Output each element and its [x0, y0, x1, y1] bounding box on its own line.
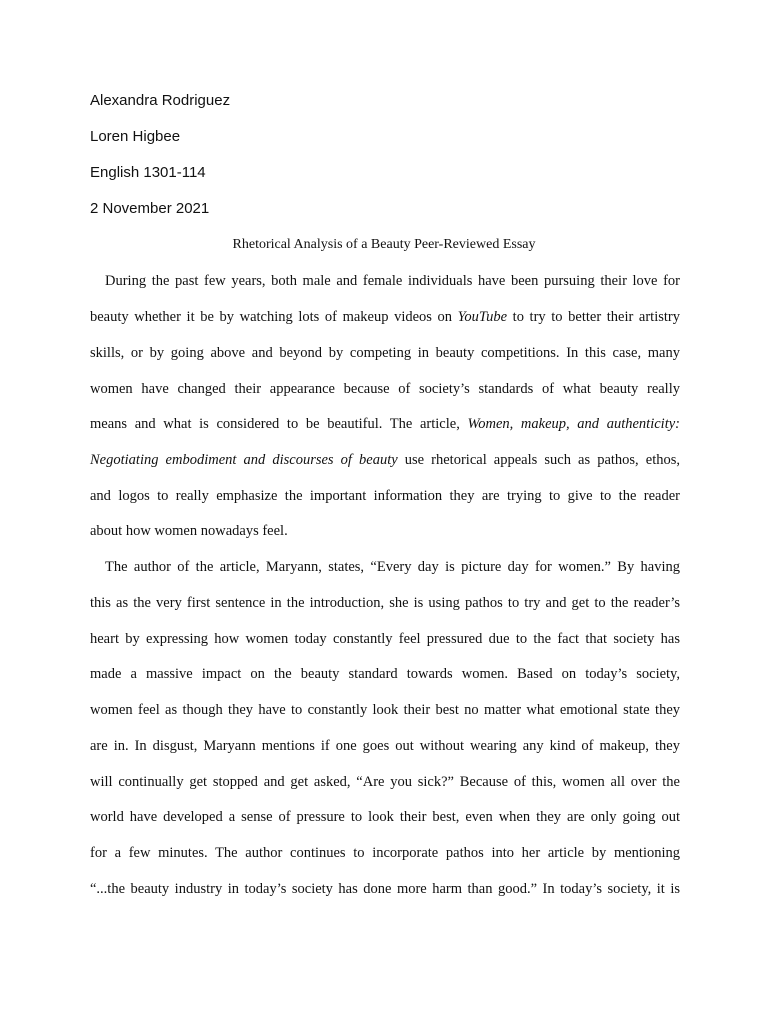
paragraph-1-line-5: [90, 415, 680, 433]
instructor-name: Loren Higbee: [90, 128, 181, 145]
paragraph-2-line-3: heart by expressing how women today constantly feel pressured due to the fact that society has: [90, 631, 680, 647]
paragraph-2-line-4: made a massive impact on the beauty standard towards women. Based on today’s society,: [90, 666, 680, 682]
paragraph-2-line-2: this as the very first sentence in the introduction, she is using pathos to try and get to the reader’s: [90, 595, 680, 611]
paragraph-1-line-4: women have changed their appearance because of society’s standards of what beauty really: [90, 381, 680, 397]
paragraph-1-line-1: During the past few years, both male and female individuals have been pursuing their love for: [105, 273, 680, 289]
youtube-title: YouTube: [457, 309, 508, 325]
paragraph-2-line-7: will continually get stopped and get asked, “Are you sick?” Because of this, women all over the: [90, 774, 680, 790]
article-title-part-2: Negotiating embodiment and discourses of beauty: [90, 452, 398, 468]
article-title-part-1: Women, makeup, and authenticity:: [467, 416, 680, 432]
paragraph-1-line-3: skills, or by going above and beyond by competing in beauty competitions. In this case, many: [90, 345, 680, 361]
p1-l6-part-b: use rhetorical appeals such as pathos, ethos,: [397, 452, 680, 468]
course-name: English 1301-114: [90, 164, 206, 181]
p1-l2-part-c: to try to better their artistry: [507, 309, 680, 325]
p1-l2-part-a: beauty whether it be by watching lots of makeup videos on: [90, 309, 458, 325]
paragraph-1-line-6: [90, 451, 680, 469]
paragraph-1-line-2: [90, 308, 680, 326]
paragraph-2-line-5: women feel as though they have to constantly look their best no matter what emotional state they: [90, 702, 680, 718]
paragraph-1-line-8: about how women nowadays feel.: [90, 523, 288, 539]
student-name: Alexandra Rodriguez: [90, 92, 231, 109]
paragraph-1-line-7: and logos to really emphasize the important information they are trying to give to the reader: [90, 488, 680, 504]
paragraph-2-line-6: are in. In disgust, Maryann mentions if one goes out without wearing any kind of makeup, they: [90, 738, 680, 754]
paragraph-2-line-8: world have developed a sense of pressure to look their best, even when they are only going out: [90, 809, 680, 825]
paragraph-2-line-9: for a few minutes. The author continues to incorporate pathos into her article by mentioning: [90, 845, 680, 861]
paragraph-2-line-10: “...the beauty industry in today’s society has done more harm than good.” In today’s society, it is: [90, 881, 680, 897]
essay-date: 2 November 2021: [90, 200, 210, 217]
paragraph-2-line-1: The author of the article, Maryann, states, “Every day is picture day for women.” By having: [105, 559, 680, 575]
p1-l5-part-a: means and what is considered to be beautiful. The article,: [90, 416, 468, 432]
essay-title: Rhetorical Analysis of a Beauty Peer-Reviewed Essay: [232, 237, 536, 252]
